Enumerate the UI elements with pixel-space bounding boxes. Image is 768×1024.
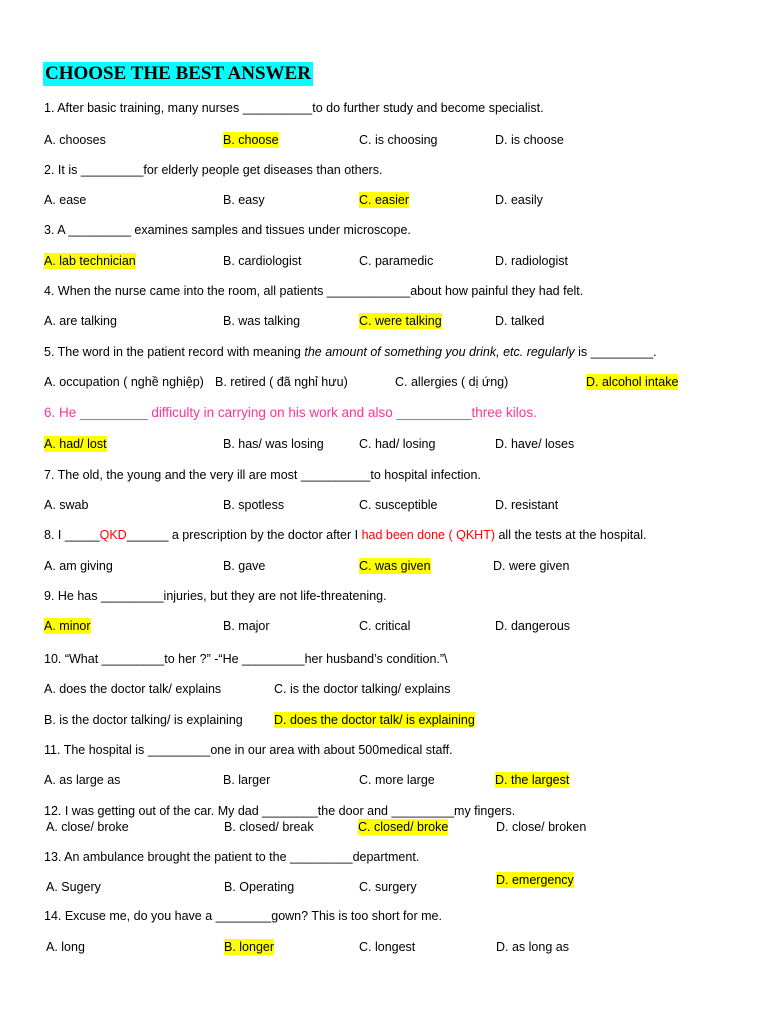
q2-option-c-answer: C. easier [359, 193, 410, 207]
question-14: 14. Excuse me, do you have a ________gown? This is too short for me. [44, 909, 442, 923]
q12-option-d: D. close/ broken [496, 820, 587, 834]
q14-option-a: A. long [46, 940, 85, 954]
q2-option-d: D. easily [495, 193, 543, 207]
question-13: 13. An ambulance brought the patient to the _________department. [44, 850, 420, 864]
q2-option-b: B. easy [223, 193, 265, 207]
q14-option-b-answer: B. longer [224, 940, 275, 954]
q3-option-b: B. cardiologist [223, 254, 302, 268]
question-10: 10. “What _________to her ?” -“He _________her husband’s condition.”\ [44, 652, 448, 666]
q5-text-end: is _________. [574, 345, 657, 359]
q5-italic-definition: the amount of something you drink, etc. regularly [304, 345, 575, 359]
question-5 [44, 344, 657, 360]
question-7: 7. The old, the young and the very ill are most __________to hospital infection. [44, 468, 481, 482]
question-1: 1. After basic training, many nurses __________to do further study and become specialist. [44, 101, 544, 115]
q8-note-qkht: had been done ( QKHT) [361, 528, 495, 542]
q5-option-d-answer: D. alcohol intake [586, 375, 679, 389]
q5-option-a: A. occupation ( nghề nghiệp) [44, 375, 204, 389]
q11-option-a: A. as large as [44, 773, 121, 787]
q4-option-d: D. talked [495, 314, 545, 328]
q11-option-c: C. more large [359, 773, 435, 787]
q9-option-c: C. critical [359, 619, 411, 633]
q8-option-c-answer: C. was given [359, 559, 431, 573]
q7-option-c: C. susceptible [359, 498, 438, 512]
q5-option-b: B. retired ( đã nghỉ hưu) [215, 375, 348, 389]
question-9: 9. He has _________injuries, but they are not life-threatening. [44, 589, 387, 603]
q14-option-c: C. longest [359, 940, 416, 954]
q1-option-d: D. is choose [495, 133, 564, 147]
q6-option-a-answer: A. had/ lost [44, 437, 107, 451]
q4-option-c-answer: C. were talking [359, 314, 442, 328]
q6-option-d: D. have/ loses [495, 437, 575, 451]
q2-option-a: A. ease [44, 193, 87, 207]
q12-option-c-answer: C. closed/ broke [358, 820, 449, 834]
q13-option-b: B. Operating [224, 880, 295, 894]
q10-option-d-answer: D. does the doctor talk/ is explaining [274, 713, 475, 727]
q10-option-c: C. is the doctor talking/ explains [274, 682, 451, 696]
question-11: 11. The hospital is _________one in our area with about 500medical staff. [44, 743, 453, 757]
q10-option-b: B. is the doctor talking/ is explaining [44, 713, 243, 727]
q1-option-b-answer: B. choose [223, 133, 279, 147]
q3-option-d: D. radiologist [495, 254, 568, 268]
q1-option-c: C. is choosing [359, 133, 438, 147]
question-4: 4. When the nurse came into the room, all patients ____________about how painful they had felt. [44, 284, 584, 298]
q3-option-a-answer: A. lab technician [44, 254, 136, 268]
question-12: 12. I was getting out of the car. My dad ________the door and _________my fingers. [44, 804, 516, 818]
q12-option-b: B. closed/ break [224, 820, 314, 834]
question-3: 3. A _________ examines samples and tissues under microscope. [44, 223, 411, 237]
q4-option-b: B. was talking [223, 314, 301, 328]
q8-option-b: B. gave [223, 559, 266, 573]
q14-option-d: D. as long as [496, 940, 569, 954]
q3-option-c: C. paramedic [359, 254, 434, 268]
q4-option-a: A. are talking [44, 314, 117, 328]
q5-option-c: C. allergies ( dị ứng) [395, 375, 509, 389]
q8-note-qkd: QKD [99, 528, 127, 542]
question-2: 2. It is _________for elderly people get diseases than others. [44, 163, 383, 177]
q8-text-end: all the tests at the hospital. [495, 528, 647, 542]
q8-text-middle: ______ a prescription by the doctor after I [126, 528, 362, 542]
q8-text: 8. I _____ [44, 528, 100, 542]
q7-option-b: B. spotless [223, 498, 285, 512]
q12-option-a: A. close/ broke [46, 820, 129, 834]
worksheet-title: CHOOSE THE BEST ANSWER [45, 63, 311, 84]
q9-option-a-answer: A. minor [44, 619, 91, 633]
q7-option-d: D. resistant [495, 498, 559, 512]
q11-option-d-answer: D. the largest [495, 773, 570, 787]
q13-option-a: A. Sugery [46, 880, 101, 894]
q13-option-d-answer: D. emergency [496, 873, 574, 887]
q8-option-a: A. am giving [44, 559, 113, 573]
question-6: 6. He _________ difficulty in carrying on his work and also __________three kilos. [44, 405, 537, 420]
question-8 [44, 527, 646, 543]
q7-option-a: A. swab [44, 498, 89, 512]
q9-option-d: D. dangerous [495, 619, 571, 633]
q8-option-d: D. were given [493, 559, 570, 573]
q5-text: 5. The word in the patient record with meaning [44, 345, 305, 359]
q1-option-a: A. chooses [44, 133, 106, 147]
q9-option-b: B. major [223, 619, 270, 633]
q6-option-b: B. has/ was losing [223, 437, 324, 451]
q10-option-a: A. does the doctor talk/ explains [44, 682, 222, 696]
q11-option-b: B. larger [223, 773, 271, 787]
q6-option-c: C. had/ losing [359, 437, 436, 451]
q13-option-c: C. surgery [359, 880, 417, 894]
